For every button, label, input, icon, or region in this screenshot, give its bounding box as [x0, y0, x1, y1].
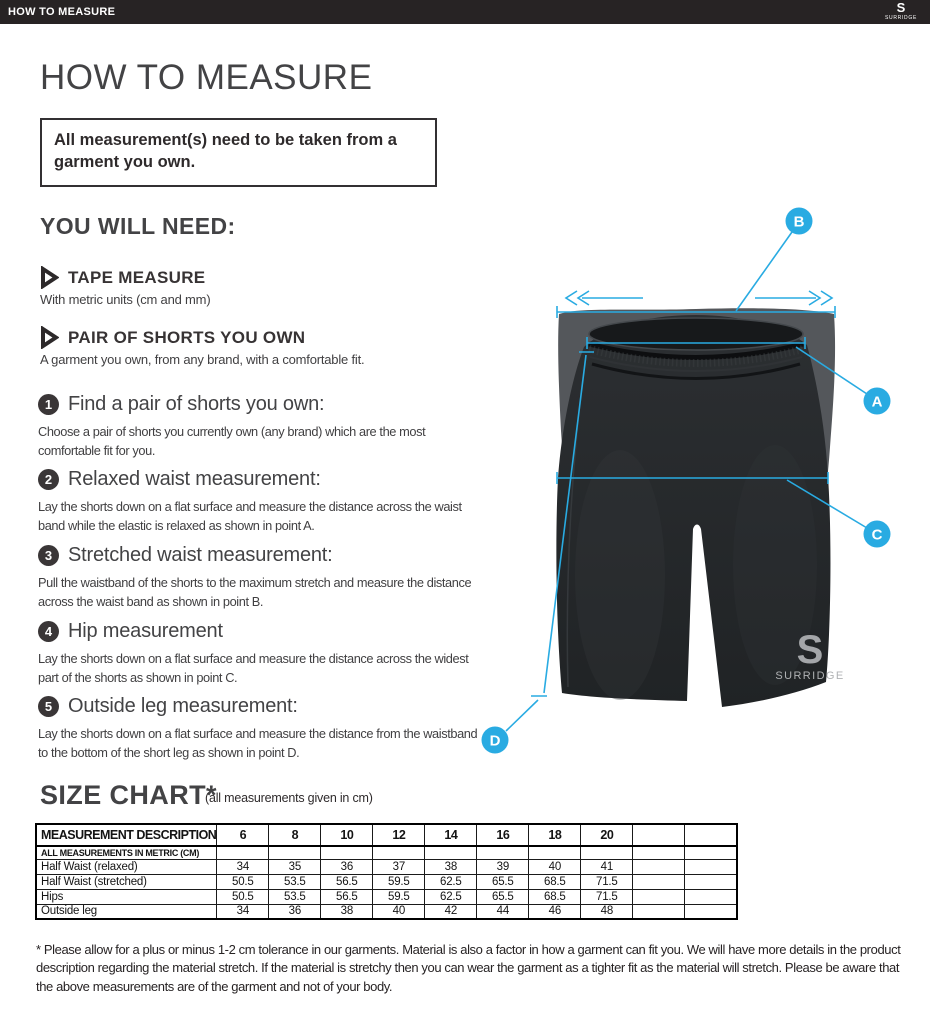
waistband-opening	[589, 318, 803, 350]
table-cell: 34	[217, 904, 269, 919]
table-header-size: 16	[477, 824, 529, 846]
table-cell: 62.5	[425, 889, 477, 904]
table-cell	[529, 846, 581, 859]
step-number-badge: 4	[38, 621, 59, 642]
table-cell: 46	[529, 904, 581, 919]
table-cell	[633, 904, 685, 919]
table-cell: 68.5	[529, 874, 581, 889]
step-number-badge: 3	[38, 545, 59, 566]
table-header-size: 18	[529, 824, 581, 846]
table-cell	[425, 846, 477, 859]
table-row	[36, 889, 737, 904]
table-row	[36, 904, 737, 919]
shorts-diagram	[480, 195, 930, 795]
triangle-right-icon	[40, 326, 59, 349]
step-1	[38, 393, 490, 460]
step-3	[38, 544, 490, 611]
table-row-label: Half Waist (stretched)	[36, 874, 217, 889]
leader-line-b	[736, 232, 792, 311]
step-title: Outside leg measurement:	[68, 695, 298, 717]
table-cell	[373, 846, 425, 859]
tool-label: PAIR OF SHORTS YOU OWN	[68, 327, 306, 347]
table-cell: 50.5	[217, 874, 269, 889]
step-description: Pull the waistband of the shorts to the maximum stretch and measure the distance across the waist band as shown in point B.	[38, 575, 472, 610]
table-cell: 38	[425, 859, 477, 874]
table-cell	[633, 859, 685, 874]
step-description: Lay the shorts down on a flat surface and measure the distance from the waistband to the bottom of the short leg as shown in point D.	[38, 726, 478, 761]
tool-description: With metric units (cm and mm)	[40, 292, 211, 307]
table-cell: 62.5	[425, 874, 477, 889]
table-cell: 53.5	[269, 889, 321, 904]
table-cell: 38	[321, 904, 373, 919]
table-header-size: 20	[581, 824, 633, 846]
table-cell: 40	[373, 904, 425, 919]
size-table	[35, 823, 738, 920]
table-cell: 59.5	[373, 874, 425, 889]
table-cell	[685, 889, 737, 904]
table-cell	[269, 846, 321, 859]
tool-item-shorts	[40, 326, 500, 367]
step-5	[38, 695, 490, 762]
table-cell: 40	[529, 859, 581, 874]
table-cell: 37	[373, 859, 425, 874]
table-cell	[217, 846, 269, 859]
table-cell	[685, 846, 737, 859]
step-title: Relaxed waist measurement:	[68, 468, 321, 490]
step-number-badge: 5	[38, 696, 59, 717]
table-row-label: Hips	[36, 889, 217, 904]
tool-item-tape-measure	[40, 266, 500, 307]
table-header-size: 14	[425, 824, 477, 846]
table-cell: 48	[581, 904, 633, 919]
step-number-badge: 2	[38, 469, 59, 490]
table-cell: 36	[321, 859, 373, 874]
table-cell: 50.5	[217, 889, 269, 904]
table-header-size: 12	[373, 824, 425, 846]
measure-arrows-b	[566, 291, 832, 305]
table-cell: 36	[269, 904, 321, 919]
table-cell	[685, 859, 737, 874]
notice-box	[40, 118, 437, 187]
surridge-logo	[880, 1, 922, 21]
page-title: HOW TO MEASURE	[40, 58, 373, 97]
step-description: Lay the shorts down on a flat surface and measure the distance across the widest part of the shorts as shown in point C.	[38, 651, 469, 686]
table-cell: 44	[477, 904, 529, 919]
table-cell: 34	[217, 859, 269, 874]
table-cell	[633, 874, 685, 889]
size-chart-heading: SIZE CHART*	[40, 780, 217, 810]
table-header-description: MEASUREMENT DESCRIPTION	[36, 824, 217, 846]
table-cell	[685, 904, 737, 919]
table-header-size: 8	[269, 824, 321, 846]
table-metric-note: ALL MEASUREMENTS IN METRIC (CM)	[36, 846, 217, 859]
step-number-badge: 1	[38, 394, 59, 415]
table-cell	[685, 874, 737, 889]
step-title: Stretched waist measurement:	[68, 544, 333, 566]
table-cell: 41	[581, 859, 633, 874]
step-2	[38, 468, 490, 535]
tool-label: TAPE MEASURE	[68, 267, 206, 287]
tool-description: A garment you own, from any brand, with a comfortable fit.	[40, 352, 365, 367]
marker-letter-c: C	[871, 526, 883, 544]
table-cell: 68.5	[529, 889, 581, 904]
size-chart-subheading: (all measurements given in cm)	[205, 791, 373, 805]
table-row-label: Half Waist (relaxed)	[36, 859, 217, 874]
step-title: Find a pair of shorts you own:	[68, 393, 325, 415]
table-cell: 71.5	[581, 874, 633, 889]
footnote: * Please allow for a plus or minus 1-2 cm tolerance in our garments. Material is also a factor in how a garment can fit you. We will have more details in the product description regarding the material stretch. If the material is stretchy then you can wear the garment as a tighter fit as the material will stretch. Please be aware that the above measurements are of the garment and not of your body.	[36, 942, 901, 994]
step-description: Choose a pair of shorts you currently own (any brand) which are the most comfortable fit for you.	[38, 424, 426, 459]
table-cell: 56.5	[321, 874, 373, 889]
table-cell	[633, 846, 685, 859]
table-cell	[321, 846, 373, 859]
table-cell	[633, 889, 685, 904]
table-row	[36, 824, 737, 846]
triangle-right-icon	[40, 266, 59, 289]
table-cell: 42	[425, 904, 477, 919]
table-row	[36, 846, 737, 859]
table-cell: 59.5	[373, 889, 425, 904]
table-cell: 65.5	[477, 889, 529, 904]
table-cell: 39	[477, 859, 529, 874]
table-row	[36, 859, 737, 874]
you-will-need-heading: YOU WILL NEED:	[40, 213, 236, 239]
left-leg-highlight	[575, 450, 665, 700]
table-row-label: Outside leg	[36, 904, 217, 919]
topbar-title: HOW TO MEASURE	[8, 6, 116, 18]
table-header-size: 6	[217, 824, 269, 846]
table-row	[36, 874, 737, 889]
garment-logo-s-icon: S	[796, 628, 824, 672]
table-cell: 53.5	[269, 874, 321, 889]
step-description: Lay the shorts down on a flat surface and measure the distance across the waist band while the elastic is relaxed as shown in point A.	[38, 499, 462, 534]
table-header-size	[633, 824, 685, 846]
table-cell: 35	[269, 859, 321, 874]
notice-text: All measurement(s) need to be taken from a garment you own.	[54, 131, 397, 171]
leader-line-d	[506, 700, 538, 731]
table-cell: 65.5	[477, 874, 529, 889]
table-cell: 71.5	[581, 889, 633, 904]
garment-logo-text: SURRIDGE	[775, 670, 845, 682]
table-cell	[477, 846, 529, 859]
marker-letter-d: D	[489, 732, 501, 750]
table-cell	[581, 846, 633, 859]
step-title: Hip measurement	[68, 620, 223, 642]
table-cell: 56.5	[321, 889, 373, 904]
marker-letter-a: A	[871, 393, 883, 411]
surridge-logo-text: SURRIDGE	[885, 15, 917, 21]
marker-letter-b: B	[793, 213, 805, 231]
table-header-size	[685, 824, 737, 846]
surridge-s-icon: S	[896, 0, 906, 15]
topbar	[0, 0, 930, 24]
step-4	[38, 620, 490, 687]
table-header-size: 10	[321, 824, 373, 846]
